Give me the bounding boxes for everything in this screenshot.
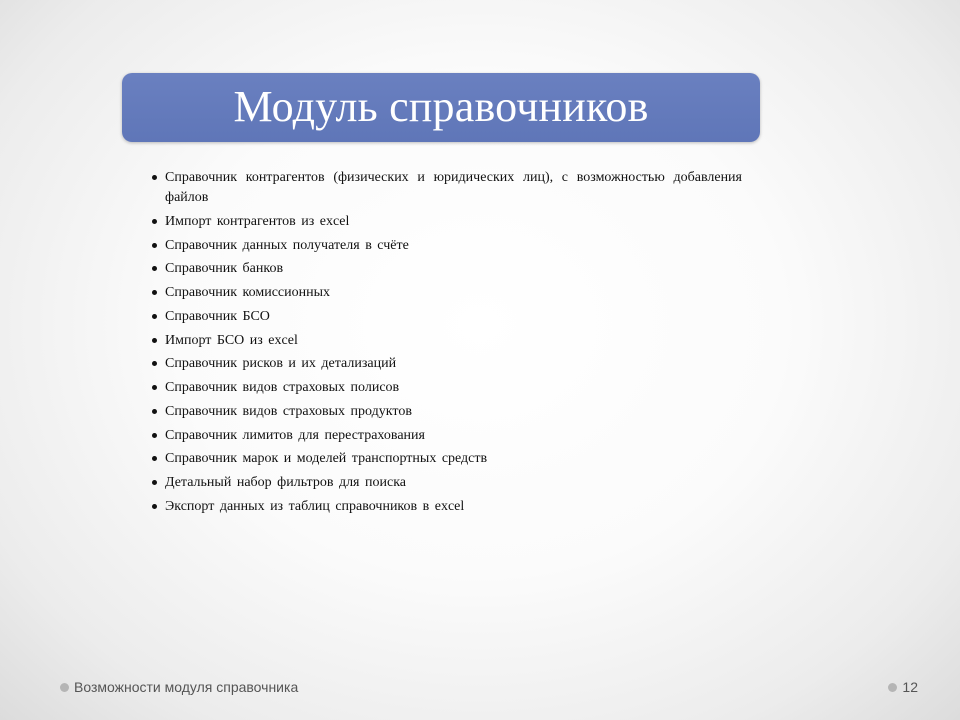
bullet-dot-icon	[152, 338, 157, 343]
bullet-dot-icon	[152, 385, 157, 390]
bullet-dot-icon	[152, 480, 157, 485]
bullet-dot-icon	[152, 361, 157, 366]
bullet-item	[152, 307, 752, 327]
title-banner	[122, 73, 760, 142]
bullet-dot-icon	[152, 175, 157, 180]
bullet-item	[152, 236, 752, 256]
bullet-text: Справочник комиссионных	[165, 285, 331, 300]
bullet-dot-icon	[152, 504, 157, 509]
bullet-text: Импорт БСО из excel	[165, 332, 298, 348]
footer-caption-text: Возможности модуля справочника	[74, 679, 299, 695]
bullet-dot-icon	[152, 290, 157, 295]
bullet-dot-icon	[152, 456, 157, 461]
slide-title: Модуль справочников	[233, 81, 649, 131]
footer-dot-icon	[60, 683, 69, 692]
footer-dot-icon	[888, 683, 897, 692]
bullet-text: Справочник БСО	[165, 308, 270, 324]
bullet-dot-icon	[152, 266, 157, 271]
bullet-item	[152, 259, 752, 279]
bullet-text: Детальный набор фильтров для поиска	[165, 475, 407, 490]
page-number	[888, 679, 918, 695]
bullet-item	[152, 473, 752, 493]
bullet-item	[152, 283, 752, 303]
page-number-text: 12	[902, 679, 918, 695]
bullet-item	[152, 426, 752, 446]
bullet-item	[152, 497, 752, 517]
bullet-text: Справочник марок и моделей транспортных средств	[165, 451, 488, 467]
bullet-text: Справочник видов страховых полисов	[165, 380, 400, 395]
bullet-text: Импорт контрагентов из excel	[165, 213, 350, 229]
bullet-item	[152, 402, 752, 422]
bullet-item	[152, 168, 742, 208]
bullet-dot-icon	[152, 433, 157, 438]
footer-caption	[60, 679, 298, 695]
bullet-text: Справочник рисков и их детализаций	[165, 356, 397, 372]
bullet-dot-icon	[152, 219, 157, 224]
bullet-text: Справочник контрагентов (физических и юридических лиц), с возможностью добавления файлов	[165, 170, 742, 205]
bullet-item	[152, 331, 752, 351]
bullet-item	[152, 354, 752, 374]
bullet-text: Справочник лимитов для перестрахования	[165, 427, 425, 443]
bullet-dot-icon	[152, 314, 157, 319]
bullet-text: Экспорт данных из таблиц справочников в excel	[165, 498, 465, 514]
bullet-item	[152, 212, 752, 232]
bullet-text: Справочник данных получателя в счёте	[165, 237, 409, 253]
bullet-item	[152, 378, 752, 398]
bullet-dot-icon	[152, 409, 157, 414]
bullet-dot-icon	[152, 243, 157, 248]
bullet-text: Справочник банков	[165, 261, 284, 277]
bullet-list	[152, 168, 752, 521]
bullet-text: Справочник видов страховых продуктов	[165, 403, 412, 419]
bullet-item	[152, 449, 752, 469]
